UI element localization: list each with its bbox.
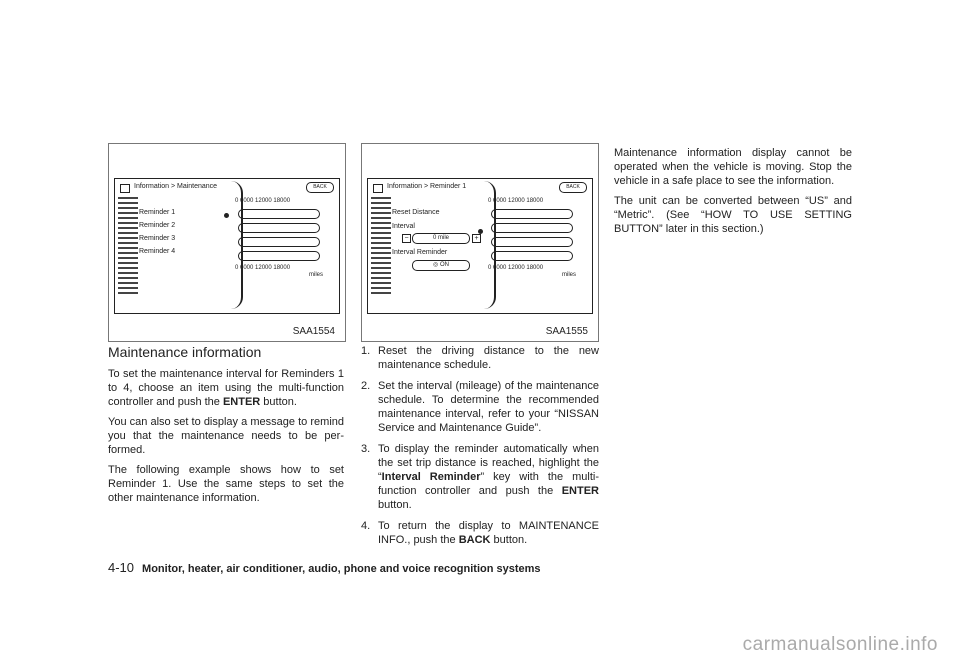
text: button. [260, 396, 297, 408]
menu-item-reminder-2: Reminder 2 [139, 222, 176, 229]
step-text: button. [490, 534, 528, 546]
reminder-menu [139, 209, 175, 255]
paragraph-1 [108, 367, 344, 409]
steps-list [361, 344, 599, 547]
plus-icon: + [472, 234, 481, 243]
step-number: 2. [361, 380, 371, 392]
scale-bars-decoration [118, 197, 138, 297]
paragraph-unit-note: The unit can be converted between “US” and “Metric”. (See “HOW TO USE SETTING BUTTON” later in this section.) [614, 195, 852, 235]
toggle-indicator-icon: ◎ [433, 262, 440, 268]
step-4 [361, 519, 599, 547]
step-text: ” key with the multi-function controller and push the [378, 471, 600, 497]
section-title: Maintenance information [108, 344, 262, 360]
step-text: button. [378, 499, 412, 511]
reset-distance-label: Reset Distance [392, 209, 440, 216]
selection-dot [478, 229, 483, 234]
display-screen [114, 178, 340, 314]
step-text: Set the interval (mileage) of the maintenance schedule. To determine the recommended maintenance interval, refer to your “NISSAN Service and Maintenance Guide”. [378, 380, 599, 434]
step-3 [361, 442, 599, 512]
watermark: carmanualsonline.info [742, 634, 938, 655]
interval-reminder-keyword: Interval Reminder [381, 471, 481, 483]
step-number: 4. [361, 520, 371, 532]
unit-label: miles [562, 272, 577, 278]
step-number: 3. [361, 443, 371, 455]
step-text: Reset the driving distance to the new maintenance schedule. [378, 345, 599, 371]
screen-title: Information > Reminder 1 [387, 183, 467, 190]
enter-keyword: ENTER [222, 396, 261, 408]
interval-label: Interval [392, 223, 415, 230]
paragraph-3: The following example shows how to set Reminder 1. Use the same steps to set the other maintenance information. [108, 464, 344, 504]
enter-keyword: ENTER [561, 485, 599, 497]
screen-header [118, 182, 336, 194]
step-number: 1. [361, 345, 371, 357]
tick-labels-top: 0 6000 12000 18000 [235, 198, 291, 204]
info-icon [120, 184, 130, 193]
back-keyword: BACK [458, 534, 491, 546]
display-screen [367, 178, 593, 314]
menu-item-reminder-3: Reminder 3 [139, 235, 176, 242]
tick-labels-bottom: 0 6000 12000 18000 [235, 265, 291, 271]
selection-dot [224, 213, 229, 218]
figure-code: SAA1554 [292, 326, 335, 337]
figure-maintenance-screen [108, 143, 346, 342]
reminder-bar-4 [238, 251, 320, 261]
reminder-bar-2 [238, 223, 320, 233]
tick-labels-top: 0 6000 12000 18000 [488, 198, 544, 204]
page-number: 4-10 [108, 560, 135, 575]
reminder-bar-2 [491, 223, 573, 233]
step-text: To display the reminder automatically when the set trip distance is reached, highlight the “ [378, 443, 599, 483]
paragraph-moving-note: Maintenance information display cannot be operated when the vehicle is moving. Stop the vehicle in a safe place to see the information. [614, 147, 852, 187]
step-1 [361, 344, 599, 372]
chapter-title: Monitor, heater, air conditioner, audio, phone and voice recognition systems [142, 563, 541, 575]
reminder-bar-1 [238, 209, 320, 219]
column-2-steps [361, 344, 599, 554]
interval-value: 0 mile [412, 233, 470, 244]
menu-item-reminder-1: Reminder 1 [139, 209, 176, 216]
step-2 [361, 379, 599, 435]
menu-item-reminder-4: Reminder 4 [139, 248, 176, 255]
screen-title: Information > Maintenance [134, 183, 218, 190]
figure-reminder-screen [361, 143, 599, 342]
step-text: To return the display to MAINTENANCE INFO., push the [378, 520, 599, 546]
text: To set the maintenance interval for Reminders 1 to 4, choose an item using the multi-function controller and push the [108, 368, 344, 408]
column-3-text [614, 146, 852, 242]
scale-bars-decoration [371, 197, 391, 297]
tick-labels-bottom: 0 6000 12000 18000 [488, 265, 544, 271]
interval-reminder-toggle [412, 260, 470, 271]
reminder-bar-1 [491, 209, 573, 219]
reminder-bar-3 [238, 237, 320, 247]
back-button: BACK [306, 182, 334, 193]
page-footer [108, 560, 541, 575]
paragraph-2: You can also set to display a message to remind you that the maintenance needs to be per-formed. [108, 416, 344, 456]
reminder-bar-3 [491, 237, 573, 247]
info-icon [373, 184, 383, 193]
unit-label: miles [309, 272, 324, 278]
back-button: BACK [559, 182, 587, 193]
figure-code: SAA1555 [545, 326, 588, 337]
screen-header [371, 182, 589, 194]
column-1-text [108, 367, 344, 511]
interval-reminder-label: Interval Reminder [392, 249, 448, 256]
interval-reminder-value: ON [439, 262, 449, 268]
reminder-bar-4 [491, 251, 573, 261]
minus-icon: − [402, 234, 411, 243]
